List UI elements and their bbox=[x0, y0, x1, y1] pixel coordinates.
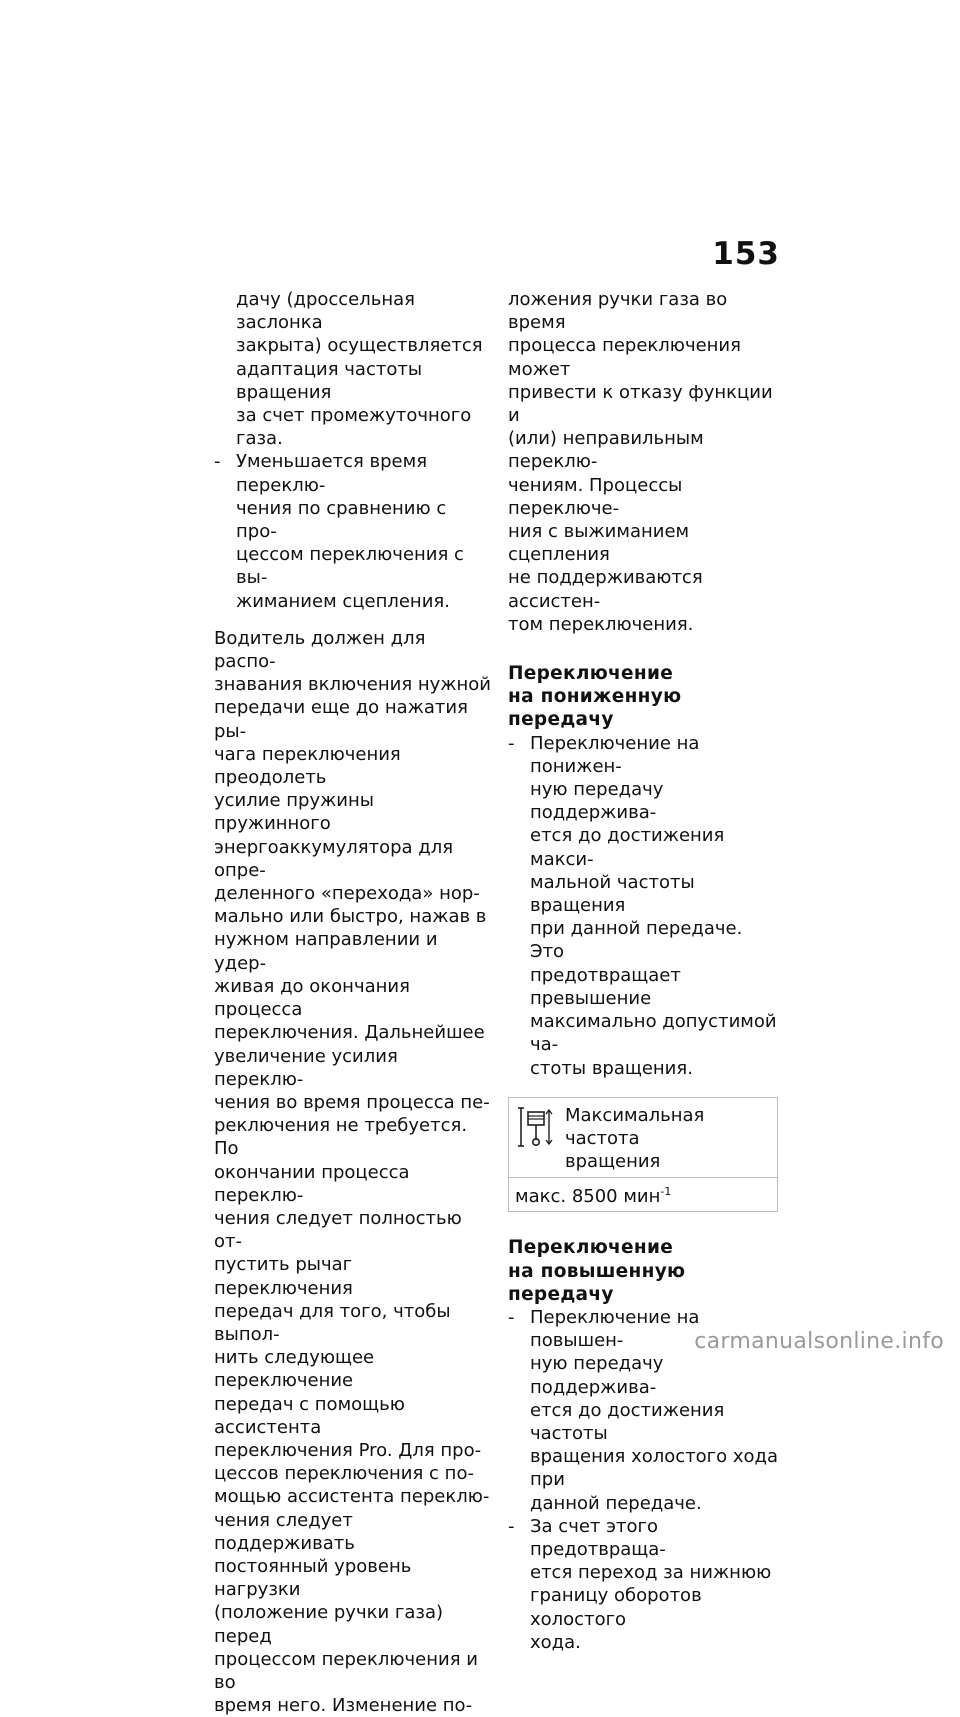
spec-title-line: вращения bbox=[565, 1151, 661, 1173]
bullet-dash: - bbox=[508, 1306, 515, 1328]
text-line: мощью ассистента переклю- bbox=[214, 1486, 490, 1508]
text-line: чения по сравнению с про- bbox=[236, 497, 447, 543]
text-line: пустить рычаг переключения bbox=[214, 1254, 353, 1299]
heading-line: Переключение bbox=[508, 1237, 674, 1259]
text-line: Водитель должен для распо- bbox=[214, 627, 426, 673]
text-line: цессом переключения с вы- bbox=[236, 544, 464, 589]
text-line: усилие пружины пружинного bbox=[214, 790, 374, 835]
text-line: закрыта) осуществляется bbox=[236, 335, 483, 357]
text-line: за счет промежуточного газа. bbox=[236, 405, 472, 450]
text-line: передач с помощью ассистента bbox=[214, 1393, 405, 1438]
text-line: чага переключения преодолеть bbox=[214, 743, 401, 789]
text-line: переключения. Дальнейшее bbox=[214, 1022, 485, 1044]
text-line: увеличение усилия переклю- bbox=[214, 1045, 398, 1090]
driver-paragraph bbox=[214, 627, 492, 1717]
text-line: ложения ручки газа во время bbox=[508, 289, 728, 334]
text-line: переключения Pro. Для про- bbox=[214, 1439, 482, 1461]
text-line: адаптация частоты вращения bbox=[236, 358, 423, 403]
spec-title-line: Максимальная частота bbox=[565, 1104, 705, 1149]
text-line: данной передаче. bbox=[530, 1492, 702, 1514]
text-line: чениям. Процессы переключе- bbox=[508, 474, 683, 519]
left-column bbox=[214, 288, 492, 1717]
text-line: За счет этого предотвраща- bbox=[530, 1515, 666, 1560]
text-line: ется до достижения частоты bbox=[530, 1399, 725, 1444]
text-line: Переключение на повышен- bbox=[530, 1306, 700, 1352]
text-line: дачу (дроссельная заслонка bbox=[236, 289, 415, 334]
text-line: ную передачу поддержива- bbox=[530, 779, 664, 824]
text-line: процесса переключения может bbox=[508, 335, 741, 380]
text-line: живая до окончания процесса bbox=[214, 975, 410, 1021]
text-line: том переключения. bbox=[508, 613, 694, 635]
list-item-downshift bbox=[508, 732, 780, 1080]
spec-title bbox=[565, 1104, 771, 1174]
text-line: хода. bbox=[530, 1631, 581, 1653]
text-line: деленного «перехода» нор- bbox=[214, 883, 480, 905]
text-line: ную передачу поддержива- bbox=[530, 1353, 664, 1398]
text-line: ется до достижения макси- bbox=[530, 825, 725, 870]
text-line: максимально допустимой ча- bbox=[530, 1011, 777, 1056]
text-line: вращения холостого хода при bbox=[530, 1446, 779, 1491]
text-line: окончании процесса переклю- bbox=[214, 1161, 410, 1206]
bullet-dash: - bbox=[508, 732, 515, 754]
text-line: цессов переключения с по- bbox=[214, 1463, 474, 1485]
text-line: привести к отказу функции и bbox=[508, 381, 773, 427]
spec-header bbox=[509, 1098, 777, 1179]
text-line: чения следует полностью от- bbox=[214, 1207, 462, 1253]
text-line: (положение ручки газа) перед bbox=[214, 1602, 443, 1647]
continued-paragraph bbox=[508, 288, 780, 636]
list-item-idle-limit bbox=[508, 1515, 780, 1654]
text-line: стоты вращения. bbox=[530, 1057, 693, 1079]
spec-value-text: макс. 8500 мин bbox=[515, 1186, 661, 1208]
bullet-dash: - bbox=[508, 1515, 515, 1537]
text-line: при данной передаче. Это bbox=[530, 918, 743, 963]
bullet-dash: - bbox=[214, 451, 221, 473]
text-line: нужном направлении и удер- bbox=[214, 929, 438, 974]
text-line: передачи еще до нажатия ры- bbox=[214, 697, 468, 742]
text-line: время него. Изменение по- bbox=[214, 1695, 473, 1717]
heading-line: на повышенную передачу bbox=[508, 1260, 686, 1305]
text-line: ния с выжиманием сцепления bbox=[508, 521, 690, 566]
text-line: чения во время процесса пе- bbox=[214, 1091, 490, 1113]
heading-line: Переключение bbox=[508, 663, 674, 685]
text-line: ется переход за нижнюю bbox=[530, 1562, 772, 1584]
max-rpm-spec-box bbox=[508, 1097, 778, 1213]
text-line: предотвращает превышение bbox=[530, 964, 681, 1009]
text-line: постоянный уровень нагрузки bbox=[214, 1555, 412, 1601]
text-line: мальной частоты вращения bbox=[530, 871, 695, 917]
spec-value-unit-exponent: -1 bbox=[660, 1185, 672, 1199]
text-line: передач для того, чтобы выпол- bbox=[214, 1300, 451, 1345]
upshift-heading bbox=[508, 1236, 780, 1306]
page-number: 153 bbox=[712, 236, 780, 272]
list-item-shift-time bbox=[214, 450, 492, 612]
right-column bbox=[508, 288, 780, 1654]
text-line: знавания включения нужной bbox=[214, 674, 492, 696]
text-line: реключения не требуется. По bbox=[214, 1115, 468, 1160]
text-line: границу оборотов холостого bbox=[530, 1585, 702, 1630]
text-line: мально или быстро, нажав в bbox=[214, 906, 487, 928]
continued-list-text bbox=[214, 288, 492, 450]
text-line: Уменьшается время переклю- bbox=[236, 451, 428, 496]
text-line: процессом переключения и во bbox=[214, 1648, 478, 1693]
watermark: carmanualsonline.info bbox=[694, 1329, 944, 1354]
text-line: (или) неправильным переклю- bbox=[508, 428, 704, 473]
engine-piston-icon bbox=[515, 1104, 555, 1150]
text-line: жиманием сцепления. bbox=[236, 590, 450, 612]
spec-value bbox=[509, 1178, 777, 1211]
text-line: не поддерживаются ассистен- bbox=[508, 567, 703, 612]
downshift-heading bbox=[508, 662, 780, 732]
text-line: Переключение на понижен- bbox=[530, 732, 700, 777]
heading-line: на пониженную передачу bbox=[508, 686, 682, 731]
text-line: энергоаккумулятора для опре- bbox=[214, 836, 454, 881]
text-line: чения следует поддерживать bbox=[214, 1509, 355, 1554]
text-line: нить следующее переключение bbox=[214, 1347, 375, 1392]
